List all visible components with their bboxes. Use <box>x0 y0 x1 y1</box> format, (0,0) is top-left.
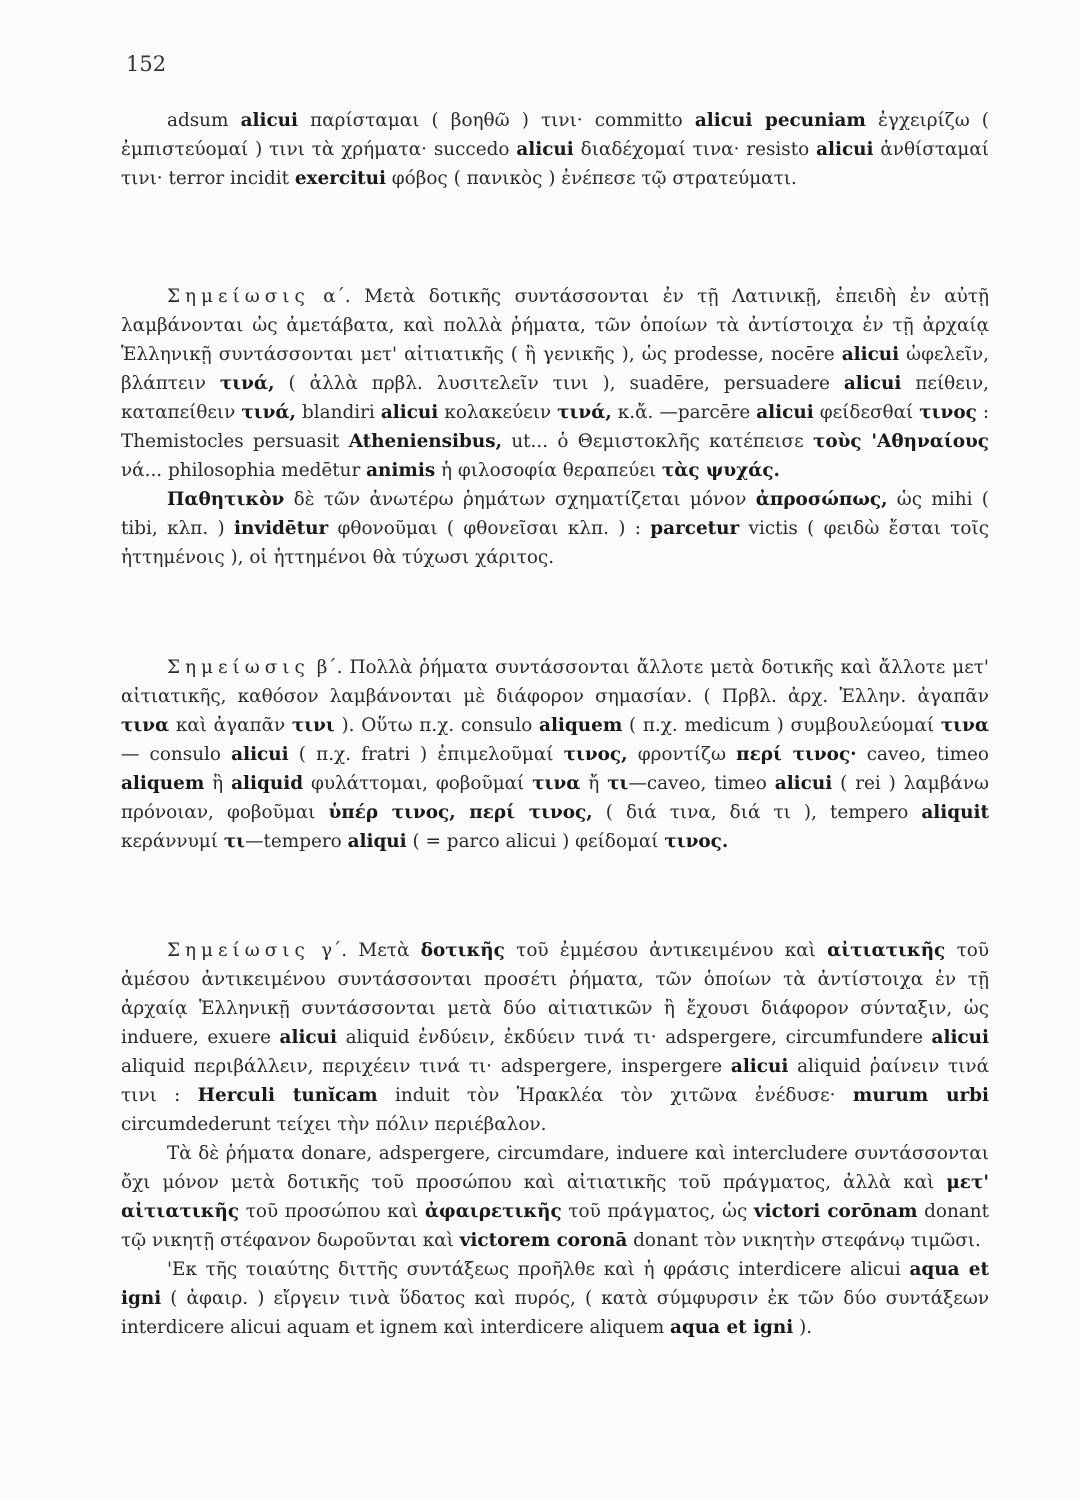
text-run: φυλάττομαι, φοβοῦμαί <box>303 773 533 794</box>
bold-term: Παθητικὸν <box>167 489 285 510</box>
paragraph <box>121 106 989 193</box>
text-run: blandiri <box>295 402 381 423</box>
text-run: ). Οὕτω π.χ. consulo <box>334 715 540 736</box>
text-run: ). <box>793 1317 813 1338</box>
bold-term: alicui <box>516 139 574 160</box>
bold-term: exercitui <box>294 168 386 189</box>
bold-term: τινα <box>532 773 581 794</box>
bold-term: αἰτιατικῆς <box>827 940 946 961</box>
bold-term: τὰς ψυχάς. <box>661 460 780 481</box>
bold-term: τοὺς 'Αθηναίους <box>812 431 989 452</box>
text-run: adsum <box>167 110 241 131</box>
paragraph <box>121 1255 989 1342</box>
text-run: β΄. Πολλὰ ῥήματα συντάσσονται ἄλλοτε μετὰ δοτικῆς καὶ ἄλλοτε μετ' αἰτιατικῆς, καθόσον λαμβάνονται μὲ διάφορον σημασίαν. ( Πρβλ. ἀρχ. Ἑλλην. ἀγαπᾶν <box>121 657 989 707</box>
text-run: —tempero <box>245 831 348 852</box>
bold-term: τινά, <box>241 402 296 423</box>
bold-term: alicui <box>279 1027 337 1048</box>
note-beta <box>121 653 989 856</box>
bold-term: ἀφαιρετικῆς <box>424 1201 562 1222</box>
paragraph <box>121 653 989 856</box>
text-run: παρίσταμαι ( βοηθῶ ) τινι· committo <box>298 110 695 131</box>
text-run: 'Εκ τῆς τοιαύτης διττῆς συντάξεως προῆλθε καὶ ἡ φράσις interdicere alicui <box>167 1259 910 1280</box>
note-gamma <box>121 936 989 1342</box>
text-run: ἡ φιλοσοφία θεραπεύει <box>435 460 662 481</box>
page-number: 152 <box>126 52 167 76</box>
text-run: : Themistocles persuasit <box>121 402 990 452</box>
text-run: τοῦ πράγματος, ὡς <box>561 1201 754 1222</box>
bold-term: τινος, <box>563 744 628 765</box>
bold-term: aliquit <box>921 802 989 823</box>
bold-term: aqua et igni <box>670 1317 794 1338</box>
bold-term: alicui <box>931 1027 989 1048</box>
bold-term: τινα <box>121 715 170 736</box>
text-run: α΄. Μετὰ δοτικῆς συντάσσονται ἐν τῇ Λατινικῇ, ἐπειδὴ ἐν αὐτῇ λαμβάνονται ὡς ἀμετάβατα, καὶ πολλὰ ῥήματα, τῶν ὁποίων τὰ ἀντίστοιχα ἐν τῇ ἀρχαίᾳ Ἑλληνικῇ συντάσσονται μετ' αἰτιατικῆς ( ἢ γενικῆς ), ὡς prodesse, nocēre <box>121 286 989 365</box>
bold-term: invidētur <box>234 518 329 539</box>
bold-term: τινα <box>940 715 989 736</box>
text-run: donant τὸν νικητὴν στεφάνῳ τιμῶσι. <box>627 1230 981 1251</box>
bold-term: victorem coronā <box>459 1230 628 1251</box>
text-run: ἐγχειρίζω ( ἐμπιστεύομαί ) τινι τὰ χρήματα· succedo <box>121 110 989 160</box>
text-run: δὲ τῶν ἀνωτέρω ῥημάτων σχηματίζεται μόνον <box>284 489 756 510</box>
text-run: τοῦ προσώπου καὶ <box>239 1201 425 1222</box>
bold-term: murum urbi <box>852 1085 989 1106</box>
text-run: φροντίζω <box>627 744 737 765</box>
bold-term: alicui <box>756 402 814 423</box>
text-run: Τὰ δὲ ῥήματα donare, adspergere, circumdare, induere καὶ intercludere συντάσσονται ὄχι μόνον μετὰ δοτικῆς τοῦ προσώπου καὶ αἰτιατικῆς τοῦ πράγματος, ἀλλὰ καὶ <box>121 1143 989 1193</box>
bold-term: aliquem <box>121 773 205 794</box>
bold-term: alicui <box>231 744 289 765</box>
text-run: ( rei ) λαμβάνω πρόνοιαν, φοβοῦμαι <box>121 773 989 823</box>
paragraph <box>121 485 989 572</box>
text-run: — consulo <box>121 744 232 765</box>
text-run: ὠφελεῖν, βλάπτειν <box>121 344 989 394</box>
bold-term: τινι <box>291 715 335 736</box>
text-run: διαδέχομαί τινα· resisto <box>573 139 817 160</box>
bold-term: Atheniensibus, <box>348 431 503 452</box>
bold-term: alicui <box>841 344 900 365</box>
bold-term: περί τινος· <box>736 744 857 765</box>
bold-term: alicui <box>816 139 874 160</box>
note-alpha <box>121 282 989 572</box>
text-run: victis ( φειδὼ ἔσται τοῖς ἡττημένοις ), οἱ ἡττημένοι θὰ τύχωσι χάριτος. <box>121 518 989 568</box>
text-run: Σημείωσις <box>167 940 310 961</box>
text-run: —caveo, timeo <box>628 773 775 794</box>
text-run: πείθειν, καταπείθειν <box>121 373 989 423</box>
text-run: τοῦ ἀμέσου ἀντικειμένου συντάσσονται προσέτι ῥήματα, τῶν ὁποίων τὰ ἀντίστοιχα ἐν τῇ ἀρχαίᾳ Ἑλληνικῇ συντάσσονται μετὰ δύο αἰτιατικῶν ἢ ἔχουσι διάφορον σύνταξιν, ὡς induere, exuere <box>121 940 989 1048</box>
text-run: φόβος ( πανικὸς ) ἐνέπεσε τῷ στρατεύματι. <box>385 168 797 189</box>
bold-term: alicui <box>730 1056 789 1077</box>
bold-term: μετ' αἰτιατικῆς <box>121 1172 989 1222</box>
bold-term: alicui <box>380 402 439 423</box>
text-run: aliquid ῥαίνειν τινά τινι : <box>121 1056 990 1106</box>
text-run: κ.ἄ. —parcēre <box>611 402 757 423</box>
text-run: Σημείωσις <box>167 286 310 307</box>
bold-term: alicui <box>843 373 902 394</box>
bold-term: aliqui <box>347 831 407 852</box>
bold-term: aliquid <box>231 773 304 794</box>
bold-term: aliquem <box>539 715 623 736</box>
text-run: ( ἀφαιρ. ) εἴργειν τινὰ ὕδατος καὶ πυρός, ( κατὰ σύμφυρσιν ἐκ τῶν δύο συντάξεων interdicere alicui aquam et ignem καὶ interdicere aliquem <box>121 1288 989 1338</box>
bold-term: τινά, <box>219 373 275 394</box>
bold-term: τινά, <box>557 402 612 423</box>
text-run: circumdederunt τείχει τὴν πόλιν περιέβαλον. <box>121 1114 547 1135</box>
text-run: καὶ ἀγαπᾶν <box>169 715 292 736</box>
bold-term: Herculi tunĭcam <box>197 1085 378 1106</box>
paragraph <box>121 1139 989 1255</box>
text-run: κεράννυμί <box>121 831 224 852</box>
text-run: ἤ <box>580 773 608 794</box>
text-run: Σημείωσις <box>167 657 310 678</box>
bold-term: τι <box>223 831 246 852</box>
text-run: aliquid περιβάλλειν, περιχέειν τινά τι· adspergere, inspergere <box>121 1056 731 1077</box>
bold-term: aqua et igni <box>121 1259 989 1309</box>
text-run: ut... ὁ Θεμιστοκλῆς κατέπεισε <box>502 431 813 452</box>
paragraph <box>121 282 989 485</box>
paragraph-examples <box>121 106 989 193</box>
bold-term: animis <box>366 460 436 481</box>
text-run: ( = parco alicui ) φείδομαί <box>406 831 665 852</box>
text-run: τοῦ ἐμμέσου ἀντικειμένου καὶ <box>504 940 828 961</box>
bold-term: τινος <box>919 402 977 423</box>
bold-term: δοτικῆς <box>420 940 505 961</box>
paragraph <box>121 936 989 1139</box>
bold-term: alicui <box>774 773 833 794</box>
text-run: ὡς mihi ( tibi, κλπ. ) <box>121 489 989 539</box>
text-run: ἀνθίσταμαί τινι· terror incidit <box>121 139 989 189</box>
text-run: φείδεσθαί <box>813 402 920 423</box>
text-run: γ΄. Μετὰ <box>309 940 421 961</box>
text-run: induit τὸν Ἡρακλέα τὸν χιτῶνα ἐνέδυσε· <box>377 1085 853 1106</box>
text-run: ( π.χ. medicum ) συμβουλεύομαί <box>622 715 941 736</box>
bold-term: ὑπέρ τινος, περί τινος, <box>328 802 593 823</box>
text-run: κολακεύειν <box>438 402 558 423</box>
text-run: ( διά τινα, διά τι ), tempero <box>592 802 922 823</box>
bold-term: alicui <box>240 110 299 131</box>
text-run: νά... philosophia medētur <box>121 460 367 481</box>
text-run: ( π.χ. fratri ) ἐπιμελοῦμαί <box>288 744 564 765</box>
bold-term: victori corōnam <box>753 1201 918 1222</box>
text-run: φθονοῦμαι ( φθονεῖσαι κλπ. ) : <box>328 518 651 539</box>
text-run: ( ἀλλὰ πρβλ. λυσιτελεῖν τινι ), suadēre, persuadere <box>274 373 844 394</box>
text-run: aliquid ἐνδύειν, ἐκδύειν τινά τι· adspergere, circumfundere <box>337 1027 932 1048</box>
bold-term: ἀπροσώπως, <box>755 489 888 510</box>
bold-term: τινος. <box>664 831 729 852</box>
bold-term: parcetur <box>650 518 740 539</box>
text-run: donant τῷ νικητῇ στέφανον δωροῦνται καὶ <box>121 1201 989 1251</box>
text-run: caveo, timeo <box>856 744 989 765</box>
bold-term: τι <box>607 773 629 794</box>
bold-term: alicui pecuniam <box>694 110 866 131</box>
text-run: ἢ <box>204 773 232 794</box>
